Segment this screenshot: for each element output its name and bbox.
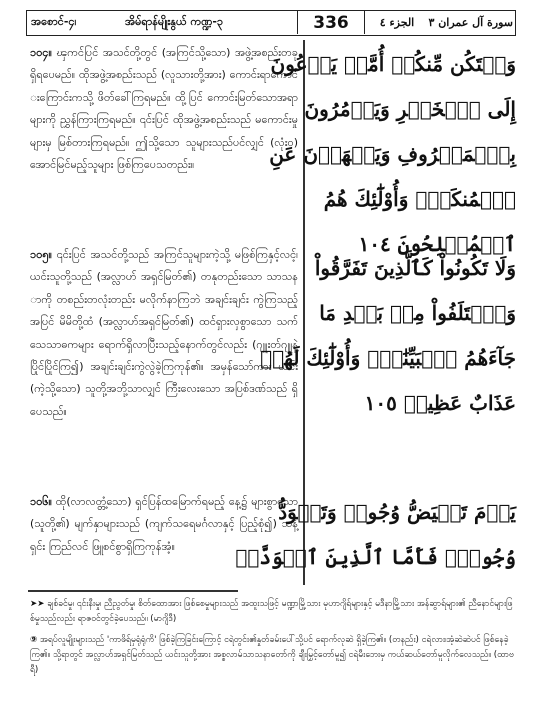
chapter-label: အစောင်-၄၊ [31,14,77,28]
arabic-verse-105 [260,246,516,426]
book-title: အိမ်ရာန်မျိုးနွယ် ကဏ္ဍ-၃ [125,14,224,28]
verse-number: ၁၀၆။ [30,495,52,508]
footnote-text: အရပ်လူမျိုးများသည် 'ကာဖိရ်မှရုံရုံကိ' ဖြစ်ခဲ့ကြခြင်းကြောင့် ငရဲတွင်း၏နှုတ်ခမ်းပေါ်သို့ပင် ရောက်လုဆဲ ရှိခဲ့ကြ၏။ (တနည်း) ငရဲလား၊အံ့ဆဲဆဲပင် ဖြစ်နေခဲ့ကြ၏။ သို့ရာတွင် အလ္လာဟ်အရှင်မြတ်သည် ယင်းသူတို့အား အစ္စလာမ်သာသနာတော်ကို ချီးမြှင့်တော်မူ၍ ငရဲမီးဘေးမှ ကယ်ဆယ်တော်မူလိုက်လေသည်။ (ထာဗရီ) [30,635,514,675]
arabic-line: وَلۡتَكُن مِّنكُمۡ أُمَّةٞ يَدۡعُونَ [270,52,516,76]
page-number: 336 [297,11,365,34]
verse-number: ၁၀၅။ [30,248,52,261]
verse-text: ထို(လာလတ္တံ့သော) ရှင်ပြန်ထမြောက်ရမည့် နေ့၌ များစွာသော (သူတို့၏) မျက်နှာများသည် (ကျက်သရေမင်္ဂလာနှင့် ပြည့်စုံ၍) သန့်ရှင်း ကြည်လင် ဖြူစင်စွာရှိကြကုန်အံ့။ [30,495,298,553]
arabic-verse-106 [235,490,516,580]
verse-105-translation [30,244,298,423]
arabic-line: يَوۡمَ تَبۡيَضُّ وُجُوهٞ وَتَسۡوَدُّ [278,500,516,524]
arabic-line: وَٱخۡتَلَفُواْ مِنۢ بَعۡدِ مَا [319,301,516,325]
verse-number: ၁၀၄။ [30,46,52,59]
arabic-verse-104 [269,42,516,267]
footnote-rule [28,590,238,592]
arabic-line: ٱلۡمُنكَرِۚ وَأُوْلَٰٓئِكَ هُمُ [323,187,516,211]
arabic-line: إِلَى ٱلۡخَيۡرِ وَيَأۡمُرُونَ [304,97,516,121]
footnote-1 [30,597,516,627]
footnote-marker: ➤➤ [30,599,45,609]
arabic-line: ٱلۡمُفۡلِحُونَ ١٠٤ [358,232,516,256]
arabic-line: عَذَابٌ عَظِيمٞ ١٠٥ [364,391,516,415]
footnote-text: ချစ်ခင်မှု၊ ၎င်းနီးမှု၊ ညီညွတ်မှု၊ စိတ်ထောအား ဖြစ်စေမှုများသည် အထူးသဖြင့် မဏ္ဍာမြို့သား မုဟာဂျိရ်များနှင့် မဒီနာမြို့သား အန်ဆွာရ်များ၏ ညီနောင်များဖြစ်မှုသည်လည်း ရာဇဝင်တွင်ခဲ့ပေသည်။ (မာဂျိဒီ) [30,599,513,624]
arabic-line: وُجُوهٞۚ فَأَمَّا ٱلَّذِينَ ٱسۡوَدَّتۡ [235,545,516,569]
arabic-line: بِٱلۡمَعۡرُوفِ وَيَنۡهَوۡنَ عَنِ [269,142,516,166]
verse-text: ၾကင်ပြင် အသင်တို့တွင် (အကြင်သို့သော) အဖွဲ့အစည်းတခု ရှိရပေမည်။ ထိုအဖွဲ့အစည်းသည် (လူသားတို့အား) ကောင်းရာကောင်းကြောင်းကသို့ ဖိတ်ခေါ်ကြရမည်။ ထို့ပြင် ကောင်းမြတ်သောအရာများကို ညွှန်ကြားကြရမည်။ ၎င်းပြင် ထိုအဖွဲ့အစည်းသည် မကောင်းမှုများမှ မြစ်တားကြရမည်။ ဤသို့သော သူများသည်ပင်လျှင် (လုံး၀) အောင်မြင်မည့်သူများ ဖြစ်ကြပေသတည်း။ [30,46,298,172]
footnote-marker: ⑨ [30,635,38,645]
footnote-2 [30,633,516,678]
surah-label: سورة آل عمران ٣ [428,16,513,29]
arabic-line: وَلَا تَكُونُواْ كَٱلَّذِينَ تَفَرَّقُواْ [314,256,516,280]
verse-104-translation [30,42,298,176]
page-header [26,10,516,36]
arabic-line: جَآءَهُمُ ٱلۡبَيِّنَٰتُۚ وَأُوْلَٰٓئِكَ لَهُمۡ [260,346,516,370]
juz-label: الجزء ٤ [379,16,415,29]
verse-text: ၎င်းပြင် အသင်တို့သည် အကြင်သူများကဲ့သို့ မဖြစ်ကြနှင့်လင့်၊ ယင်းသူတို့သည် (အလ္လာဟ် အရှင်မြတ်၏) တနုတည်းသော သာသနာကို တစည်းတလုံးတည်း မလိုက်နာကြဘဲ အချင်းချင်း ကွဲကြသည့်အပြင် မိမိတို့ထံ (အလ္လာဟ်အရှင်မြတ်၏) ထင်ရှားလှစွာသော သက်သေသာဓကများ ရောက်ရှိလာပြီးသည့်နောက်တွင်လည်း (ဂျူးတ်ဂျူနဲ့ပြိုင်ပြိုင်ကြ၍) အချင်းချင်းကွဲလွဲခဲ့ကြကုန်၏။ အမှန်သော်ကား ယင်း(ကဲ့သို့သော) သူတို့အဘို့သာလျှင် ကြီးလေးသော အပြစ်ဒဏ်သည် ရှိပေသည်။ [30,248,299,418]
